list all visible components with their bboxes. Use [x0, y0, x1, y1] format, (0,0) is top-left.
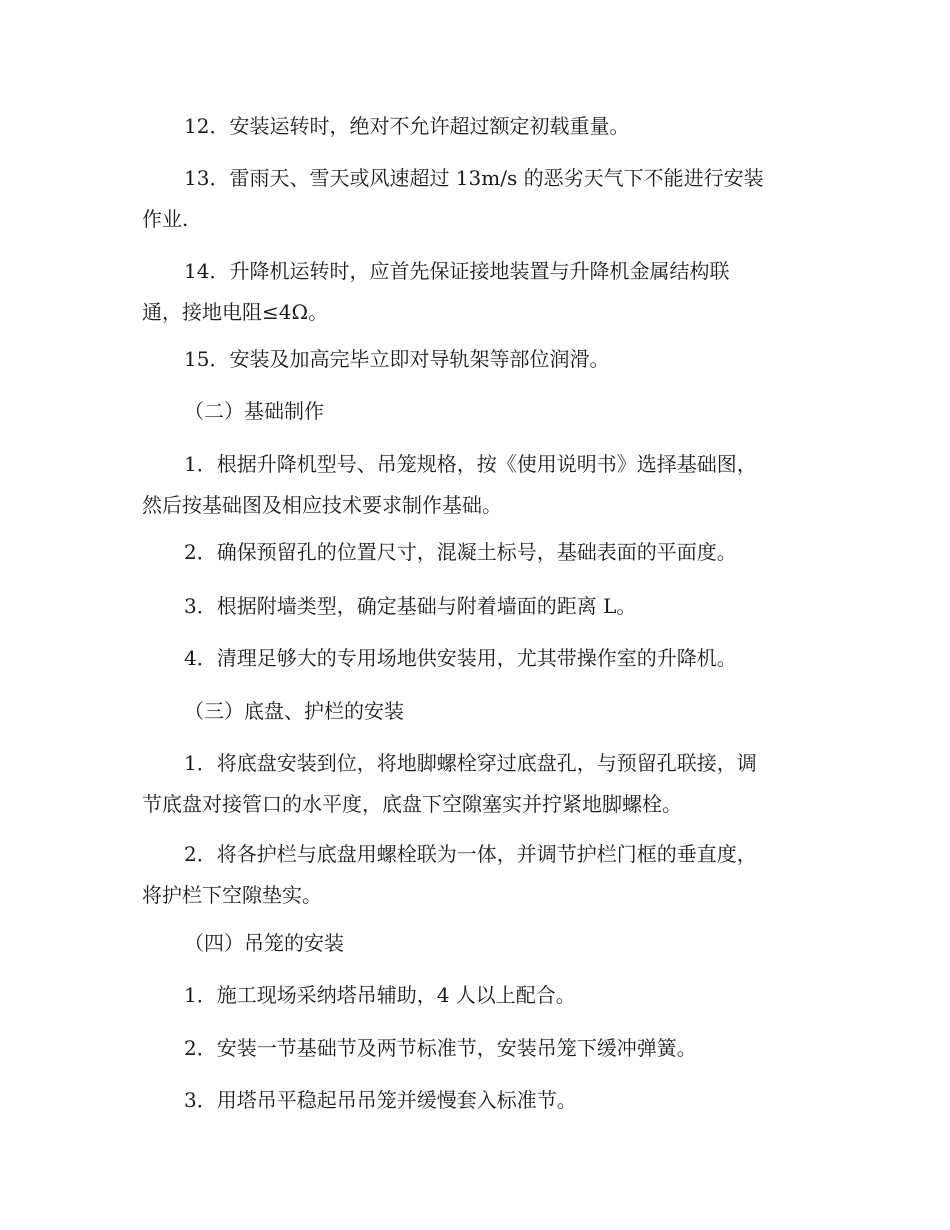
paragraph-item-13	[142, 158, 810, 240]
paragraph-foundation-3	[142, 586, 810, 627]
paragraph-chassis-2	[142, 834, 810, 916]
paragraph-line: 15．安装及加高完毕立即对导轨架等部位润滑。	[184, 347, 610, 371]
paragraph-chassis-1	[142, 743, 810, 825]
paragraph-item-15	[142, 339, 810, 380]
paragraph-line: 2．安装一节基础节及两节标准节，安装吊笼下缓冲弹簧。	[184, 1036, 697, 1060]
paragraph-line: 作业.	[142, 207, 189, 231]
paragraph-line: 2．确保预留孔的位置尺寸，混凝土标号，基础表面的平面度。	[184, 540, 737, 564]
paragraph-item-14	[142, 251, 810, 333]
paragraph-line: 1．施工现场采纳塔吊辅助，4 人以上配合。	[184, 983, 576, 1007]
paragraph-foundation-2	[142, 532, 810, 573]
paragraph-line: 将护栏下空隙垫实。	[142, 883, 322, 907]
paragraph-line: 3．用塔吊平稳起吊吊笼并缓慢套入标准节。	[184, 1088, 577, 1112]
paragraph-line: 13．雷雨天、雪天或风速超过 13m/s 的恶劣天气下不能进行安装	[184, 166, 764, 190]
paragraph-cage-2	[142, 1028, 810, 1069]
paragraph-line: 14．升降机运转时，应首先保证接地装置与升降机金属结构联	[184, 259, 730, 283]
paragraph-line: 然后按基础图及相应技术要求制作基础。	[142, 493, 502, 517]
paragraph-line: 节底盘对接管口的水平度，底盘下空隙塞实并拧紧地脚螺栓。	[142, 792, 682, 816]
section-heading-chassis	[142, 691, 810, 732]
section-heading: （四）吊笼的安装	[184, 931, 344, 955]
paragraph-item-12	[142, 106, 810, 147]
section-heading: （三）底盘、护栏的安装	[184, 699, 404, 723]
paragraph-cage-3	[142, 1080, 810, 1121]
paragraph-line: 2．将各护栏与底盘用螺栓联为一体，并调节护栏门框的垂直度，	[184, 842, 757, 866]
paragraph-cage-1	[142, 975, 810, 1016]
paragraph-line: 12．安装运转时，绝对不允许超过额定初载重量。	[184, 114, 630, 138]
paragraph-line: 3．根据附墙类型，确定基础与附着墙面的距离 L。	[184, 594, 637, 618]
section-heading-cage	[142, 923, 810, 964]
paragraph-foundation-4	[142, 638, 810, 679]
paragraph-line: 1．将底盘安装到位，将地脚螺栓穿过底盘孔，与预留孔联接，调	[184, 751, 757, 775]
paragraph-line: 通，接地电阻≤4Ω。	[142, 300, 329, 324]
section-heading: （二）基础制作	[184, 399, 324, 423]
paragraph-foundation-1	[142, 444, 810, 526]
paragraph-line: 1．根据升降机型号、吊笼规格，按《使用说明书》选择基础图，	[184, 452, 757, 476]
paragraph-line: 4．清理足够大的专用场地供安装用，尤其带操作室的升降机。	[184, 646, 737, 670]
section-heading-foundation	[142, 391, 810, 432]
